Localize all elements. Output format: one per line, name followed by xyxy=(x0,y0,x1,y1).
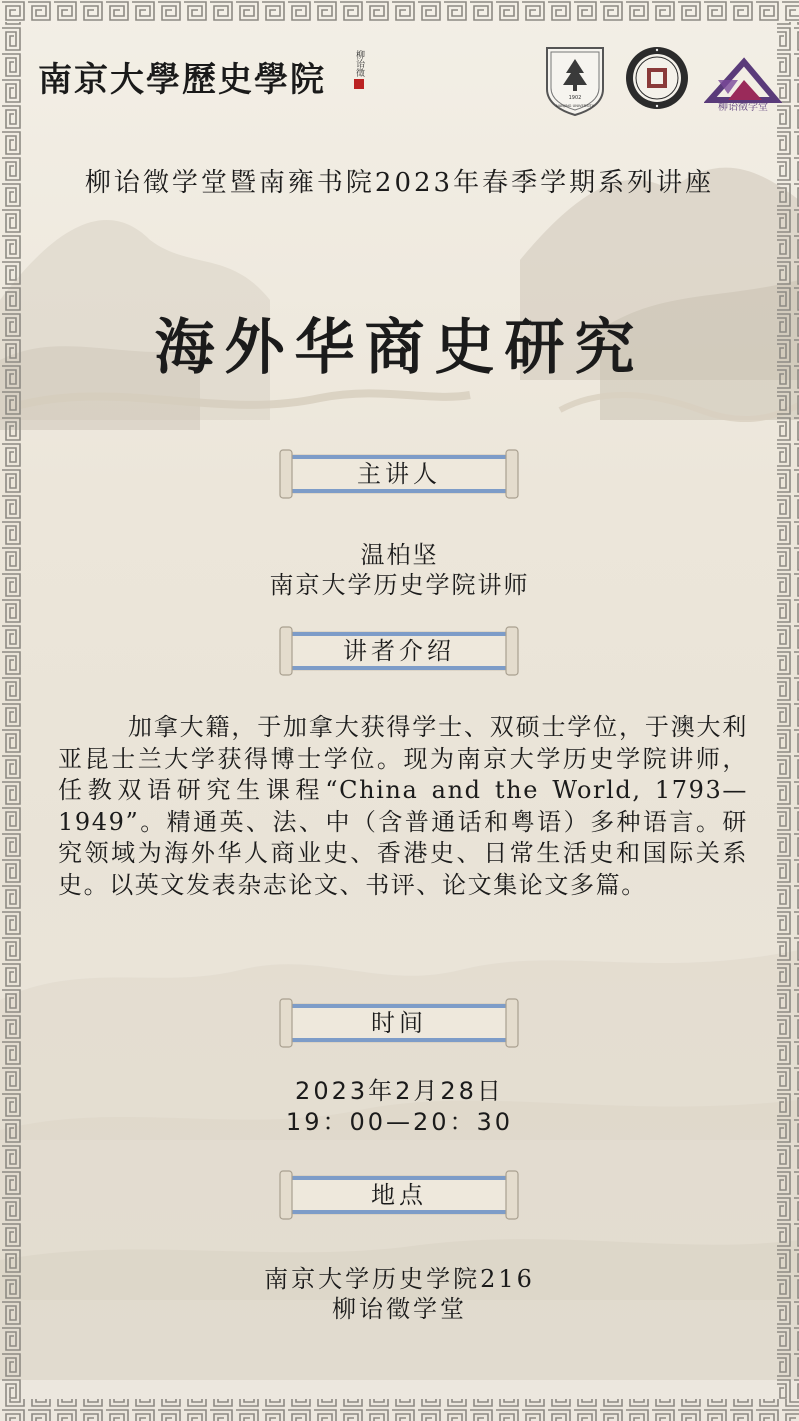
scroll-banner-speaker xyxy=(277,449,521,499)
liu-academy-logo-label: 柳诒徵学堂 xyxy=(718,102,768,113)
scroll-banner-intro xyxy=(277,626,521,676)
logo-caption: NANJING UNIVERSITY xyxy=(556,104,594,108)
section-label-intro: 讲者介绍 xyxy=(343,637,455,665)
lecture-series-title: 柳诒徵学堂暨南雍书院2023年春季学期系列讲座 xyxy=(84,168,715,198)
speaker-info xyxy=(0,540,799,600)
section-label-time: 时间 xyxy=(371,1009,427,1037)
lecture-date: 2023年2月28日 xyxy=(295,1077,504,1105)
brand-signature-seal xyxy=(344,50,364,96)
lecture-title: 海外华商史研究 xyxy=(154,313,645,383)
brand-calligraphy: 南京大學歷史學院 xyxy=(38,60,326,100)
lecture-time-range: 19：00—20：30 xyxy=(285,1108,514,1136)
scroll-banner-time xyxy=(277,998,521,1048)
scroll-banner-place xyxy=(277,1170,521,1220)
red-seal-icon xyxy=(354,79,364,89)
section-label-speaker: 主讲人 xyxy=(357,460,441,488)
lecture-venue xyxy=(0,1264,799,1324)
speaker-name: 温柏坚 xyxy=(360,541,439,569)
speaker-biography: 加拿大籍，于加拿大获得学士、双硕士学位，于澳大利亚昆士兰大学获得博士学位。现为南京大学历史学院讲师，任教双语研究生课程“China and the World, 1793—1949”。精通英、法、中（含普通话和粤语）多种语言。研究领域为海外华人商业史、香港史、日常生活史和国际关系史。以英文发表杂志论文、书评、论文集论文多篇。 xyxy=(58,713,748,899)
section-label-place: 地点 xyxy=(371,1181,427,1209)
history-school-seal-logo xyxy=(624,45,690,111)
venue-hall: 柳诒徵学堂 xyxy=(332,1295,467,1323)
lecture-time xyxy=(0,1076,799,1138)
venue-room: 南京大学历史学院216 xyxy=(264,1265,535,1293)
nanjing-university-logo xyxy=(544,45,606,117)
signature-text: 柳诒徵 xyxy=(354,50,364,77)
logo-year: 1902 xyxy=(568,95,582,101)
speaker-affiliation: 南京大学历史学院讲师 xyxy=(269,571,530,599)
